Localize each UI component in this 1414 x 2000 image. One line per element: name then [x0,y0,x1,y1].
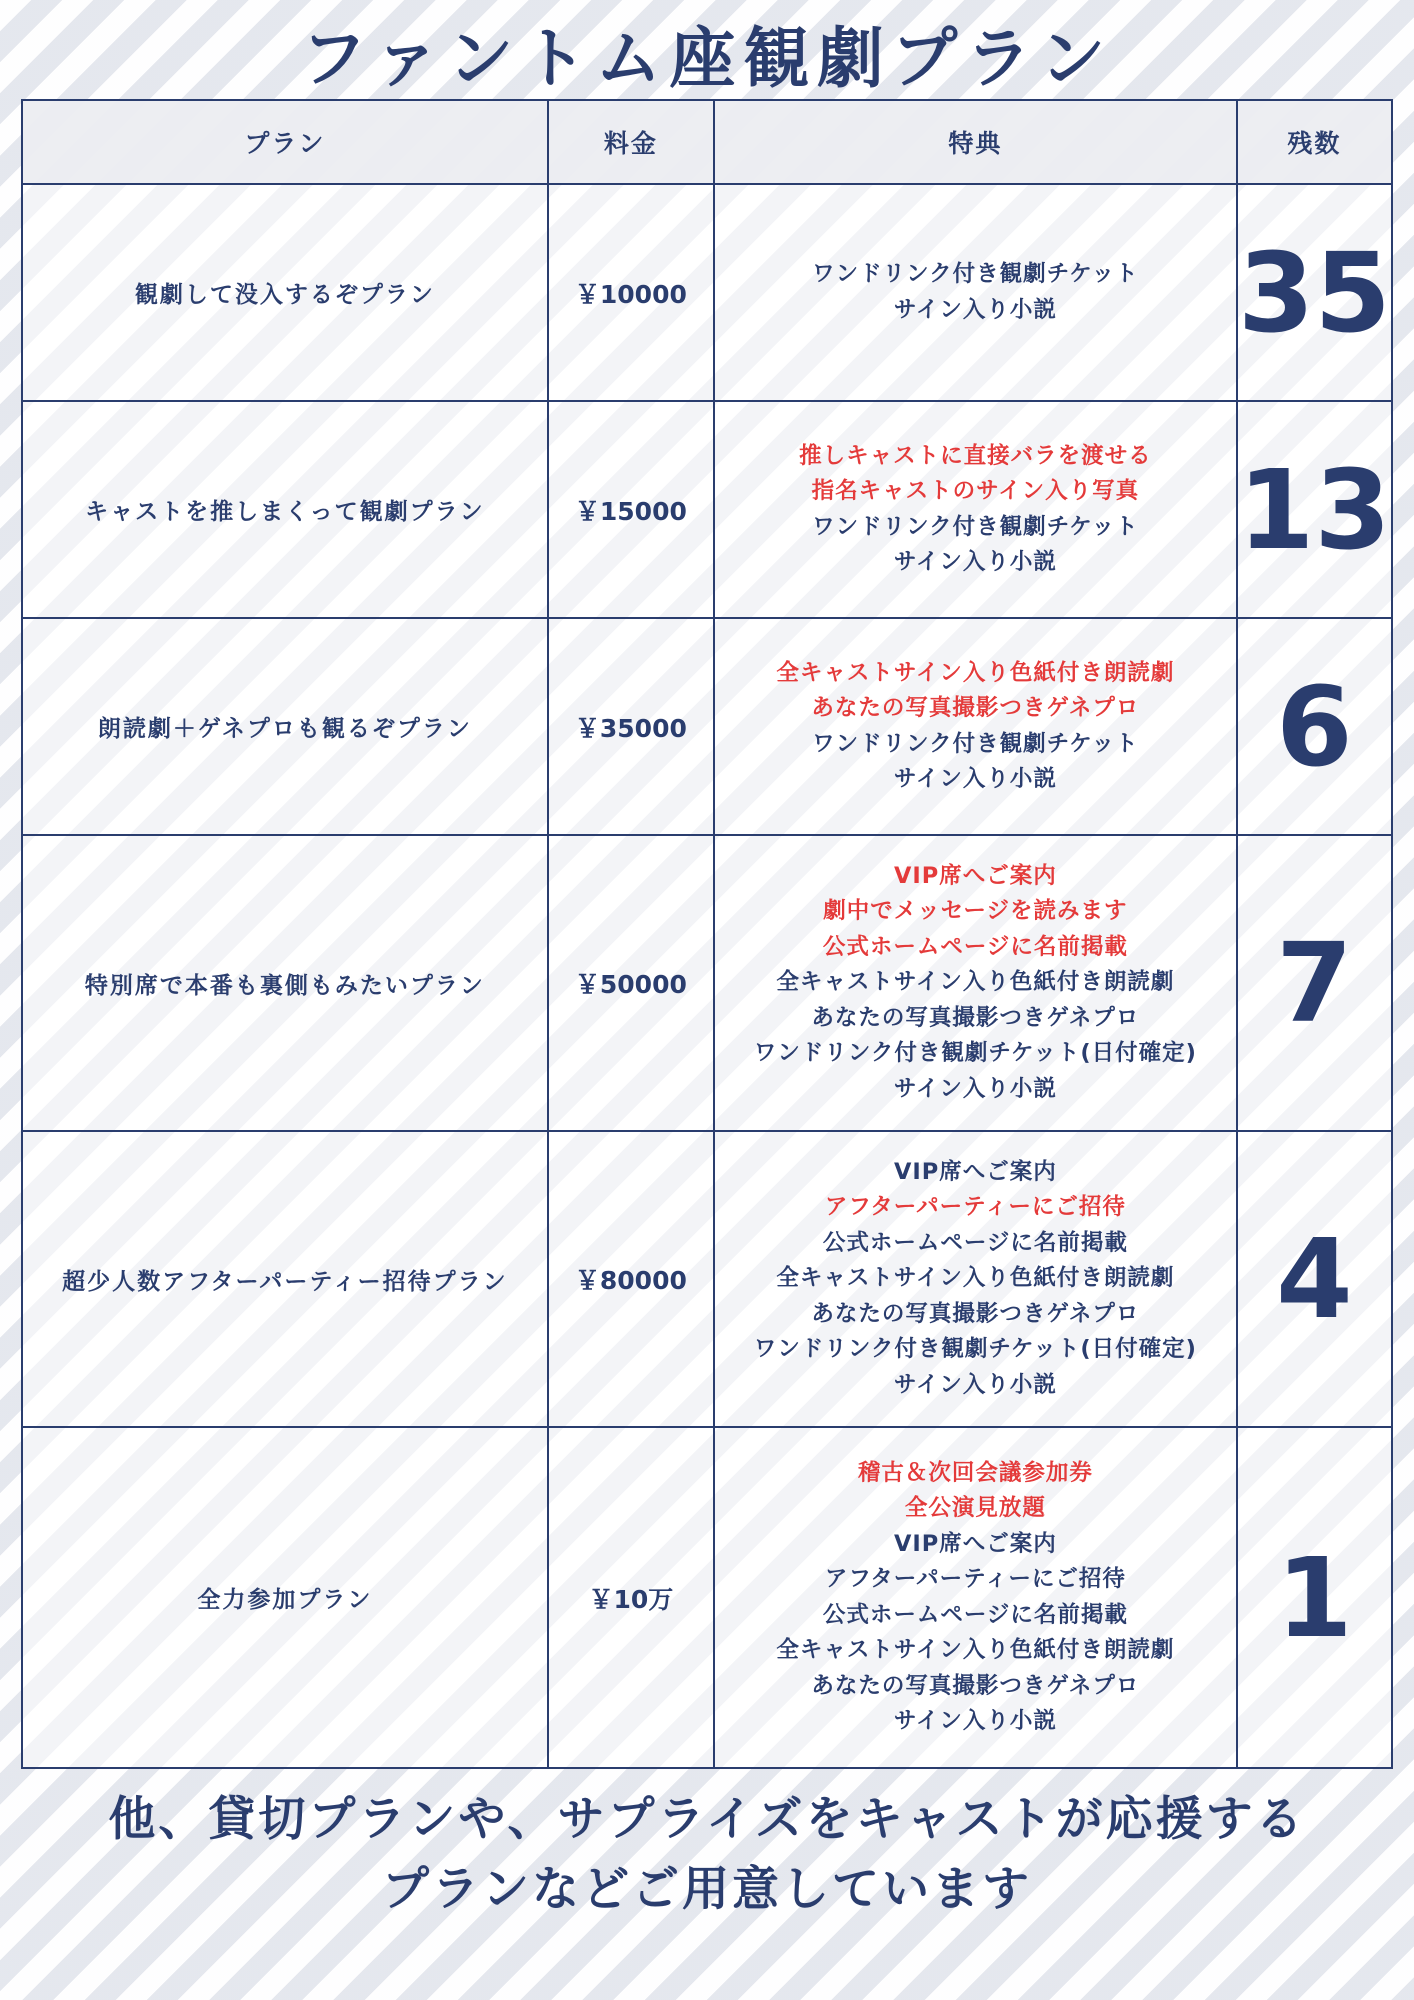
plan-price: ￥15000 [574,496,687,526]
perk-list [715,439,1236,581]
plan-price-cell [548,835,714,1131]
perk-list [715,859,1236,1108]
header-price: 料金 [548,100,714,184]
plan-name: 全力参加プラン [197,1587,373,1613]
plan-price: ￥10000 [574,279,687,309]
plan-table-body [22,184,1392,1768]
perk-item-highlight: 稽古＆次回会議参加券 [857,1459,1093,1486]
plan-remaining-cell [1237,184,1392,401]
header-plan: プラン [22,100,548,184]
perk-item-highlight: 全公演見放題 [904,1495,1046,1521]
footer-line-1: 他、貸切プランや、サプライズをキャストが応援する [108,1792,1306,1847]
perk-item: 公式ホームページに名前掲載 [822,1601,1128,1628]
perk-item: サイン入り小説 [893,1708,1057,1734]
perk-item: ワンドリンク付き観劇チケット(日付確定) [753,1040,1197,1067]
plan-name-cell [22,618,548,835]
plan-price-cell [548,1131,714,1427]
footer-note [0,1785,1414,1925]
perk-item: あなたの写真撮影つきゲネプロ [811,1300,1140,1327]
remaining-count: 35 [1237,228,1391,357]
perk-list [715,656,1236,798]
plan-price: ￥50000 [574,970,687,999]
plan-perks-cell [714,618,1237,835]
plan-remaining-cell [1237,401,1392,618]
plan-price-cell [548,184,714,401]
plan-price: ￥10万 [588,1584,674,1614]
remaining-count: 6 [1276,662,1353,791]
plan-name: 観劇して没入するぞプラン [134,282,435,308]
perk-item: アフターパーティーにご招待 [824,1566,1126,1592]
perk-item: 全キャストサイン入り色紙付き朗読劇 [776,1265,1175,1292]
perk-item: あなたの写真撮影つきゲネプロ [811,1672,1140,1699]
perk-item-highlight: アフターパーティーにご招待 [824,1194,1126,1221]
perk-item-highlight: あなたの写真撮影つきゲネプロ [811,695,1140,721]
plan-name-cell [22,1427,548,1768]
perk-item-highlight: 劇中でメッセージを読みます [823,898,1128,925]
perk-item: ワンドリンク付き観劇チケット [812,513,1139,540]
page-title: ファントム座観劇プラン [300,20,1114,97]
plan-price-cell [548,618,714,835]
perk-item: サイン入り小説 [893,296,1057,323]
plan-price-cell [548,1427,714,1768]
perk-item: サイン入り小説 [893,1371,1057,1398]
table-row [22,401,1392,618]
plan-table [21,99,1393,1769]
footer-line-2: プランなどご用意しています [382,1862,1032,1917]
plan-price: ￥35000 [574,713,687,743]
plan-perks-cell [714,1427,1237,1768]
plan-name-cell [22,1131,548,1427]
table-row [22,835,1392,1131]
plan-remaining-cell [1237,1131,1392,1427]
plan-name: キャストを推しまくって観劇プラン [85,499,485,525]
perk-item: 公式ホームページに名前掲載 [822,1229,1128,1256]
perk-item: VIP席へご案内 [893,1530,1057,1557]
plan-price-cell [548,401,714,618]
plan-perks-cell [714,1131,1237,1427]
table-row [22,1427,1392,1768]
perk-item-highlight: 指名キャストのサイン入り写真 [811,478,1140,504]
perk-item-highlight: VIP席へご案内 [893,862,1057,889]
plan-price: ￥80000 [574,1266,687,1295]
perk-item: サイン入り小説 [893,1075,1057,1102]
perk-item: あなたの写真撮影つきゲネプロ [811,1004,1140,1031]
plan-perks-cell [714,401,1237,618]
plan-name: 超少人数アフターパーティー招待プラン [62,1268,508,1295]
plan-name-cell [22,184,548,401]
perk-item-highlight: 全キャストサイン入り色紙付き朗読劇 [776,659,1175,686]
plan-name: 朗読劇＋ゲネプロも観るぞプラン [97,716,472,742]
perk-item: サイン入り小説 [893,766,1057,792]
plan-name-cell [22,401,548,618]
perk-item: 全キャストサイン入り色紙付き朗読劇 [776,1637,1175,1663]
header-remaining: 残数 [1237,100,1392,184]
perk-list [715,257,1236,328]
remaining-count: 4 [1276,1215,1353,1343]
remaining-count: 7 [1276,919,1353,1047]
perk-item: 全キャストサイン入り色紙付き朗読劇 [776,969,1175,996]
plan-name-cell [22,835,548,1131]
perk-item: サイン入り小説 [893,549,1057,575]
plan-perks-cell [714,835,1237,1131]
perk-list [715,1456,1236,1740]
perk-item-highlight: 公式ホームページに名前掲載 [822,933,1128,960]
table-header-row [22,100,1392,184]
header-perks: 特典 [714,100,1237,184]
perk-item-highlight: 推しキャストに直接バラを渡せる [799,442,1152,469]
plan-perks-cell [714,184,1237,401]
plan-name: 特別席で本番も裏側もみたいプラン [84,972,485,999]
perk-item: ワンドリンク付き観劇チケット(日付確定) [753,1336,1197,1363]
table-row [22,618,1392,835]
remaining-count: 13 [1237,445,1391,574]
perk-list [715,1155,1236,1404]
perk-item: VIP席へご案内 [893,1158,1057,1185]
plan-remaining-cell [1237,618,1392,835]
perk-item: ワンドリンク付き観劇チケット [812,261,1139,287]
perk-item: ワンドリンク付き観劇チケット [812,730,1139,757]
table-row [22,1131,1392,1427]
plan-remaining-cell [1237,1427,1392,1768]
table-row [22,184,1392,401]
plan-remaining-cell [1237,835,1392,1131]
remaining-count: 1 [1276,1533,1353,1662]
